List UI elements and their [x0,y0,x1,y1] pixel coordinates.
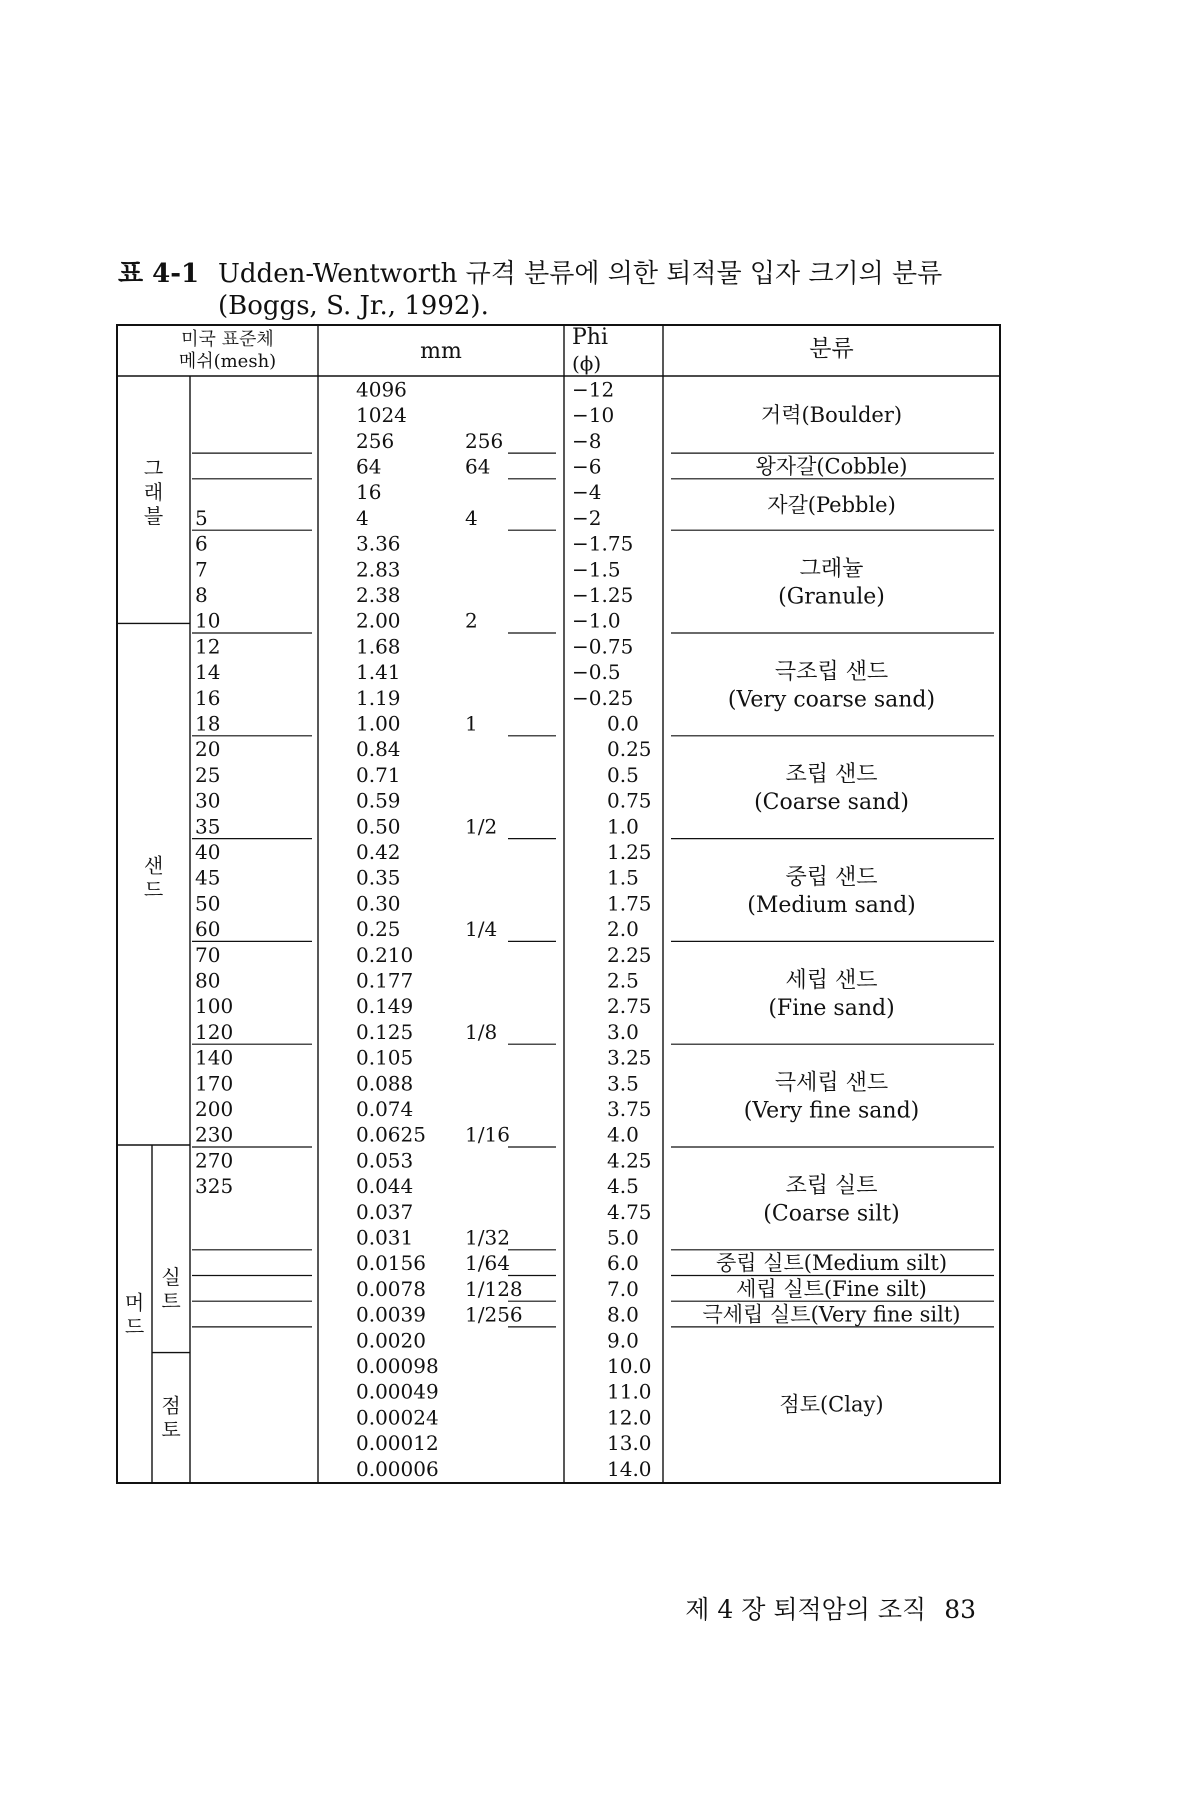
mesh-value: 270 [195,1148,234,1173]
phi-value: 0.5 [607,762,639,787]
phi-value: 2.25 [607,942,652,967]
mm-fraction: 1/2 [465,814,498,839]
mm-value: 0.0039 [356,1302,426,1327]
subgroup-label-1: 토 [161,1417,181,1442]
page-number: 83 [944,1595,976,1624]
header-mesh: 미국 표준체 [181,329,274,350]
subgroup-label-0: 실 [161,1264,181,1289]
phi-value: 14.0 [607,1456,652,1481]
phi-value: 10.0 [607,1353,652,1378]
class-label-9: (Coarse silt) [763,1201,900,1227]
class-label-2: 자갈(Pebble) [767,493,896,517]
class-label-9: 조립 실트 [785,1173,878,1199]
phi-value: 2.0 [607,917,639,942]
class-label-8: 극세립 샌드 [774,1070,889,1096]
mm-value: 0.149 [356,994,414,1019]
phi-value: 0.75 [607,788,652,813]
mesh-value: 325 [195,1174,234,1199]
mm-fraction: 2 [465,608,478,633]
mesh-value: 14 [195,660,221,685]
phi-value: 3.75 [607,1096,652,1121]
class-label-5: (Coarse sand) [754,790,909,816]
class-label-12: 극세립 실트(Very fine silt) [702,1302,961,1327]
mesh-value: 80 [195,968,221,993]
class-label-0: 거력(Boulder) [760,403,903,428]
mesh-value: 45 [195,865,221,890]
mm-value: 1.00 [356,711,401,736]
phi-value: 0.25 [607,737,652,762]
mm-value: 0.0078 [356,1276,426,1301]
class-label-5: 조립 샌드 [785,762,878,788]
phi-value: −12 [572,377,615,402]
mesh-value: 7 [195,557,208,582]
mm-value: 1.19 [356,685,401,710]
mm-value: 4096 [356,377,407,402]
group-label-2: 머 [124,1290,145,1315]
mesh-value: 8 [195,582,208,607]
mm-value: 0.00024 [356,1405,439,1430]
group-label-0: 그 [143,456,164,481]
phi-value: −0.5 [572,660,621,685]
class-label-10: 중립 실트(Medium silt) [715,1251,948,1276]
table-title: Udden-Wentworth 규격 분류에 의한 퇴적물 입자 크기의 분류 [218,259,943,289]
mm-fraction: 1/4 [465,917,498,942]
mm-fraction: 1/32 [465,1225,510,1250]
mm-value: 0.71 [356,762,401,787]
class-label-7: 세립 샌드 [785,967,878,993]
mesh-value: 12 [195,634,221,659]
mm-value: 1.68 [356,634,401,659]
phi-value: 1.0 [607,814,639,839]
phi-value: 0.0 [607,711,639,736]
phi-value: 3.5 [607,1071,639,1096]
mesh-value: 30 [195,788,221,813]
mm-value: 256 [356,428,395,453]
header-phi: Phi [572,325,609,350]
group-label-1: 샌 [143,853,164,878]
mesh-value: 6 [195,531,208,556]
header-mesh-unit: 메쉬(mesh) [178,351,277,372]
phi-value: −8 [572,428,602,453]
phi-value: 1.25 [607,839,652,864]
mm-value: 0.0156 [356,1251,426,1276]
class-label-3: 그래뉼 [799,556,864,582]
mm-value: 0.074 [356,1096,414,1121]
mesh-value: 170 [195,1071,234,1096]
phi-value: −0.75 [572,634,634,659]
mm-value: 4 [356,505,369,530]
mm-value: 0.00049 [356,1379,439,1404]
header-class: 분류 [809,336,854,362]
mm-value: 2.38 [356,582,401,607]
mesh-value: 50 [195,891,221,916]
mm-fraction: 1/64 [465,1251,510,1276]
mm-value: 0.177 [356,968,414,993]
phi-value: −6 [572,454,602,479]
chapter-title: 제 4 장 퇴적암의 조직 [685,1595,927,1624]
phi-value: 4.25 [607,1148,652,1173]
mesh-value: 70 [195,942,221,967]
mm-value: 0.105 [356,1045,414,1070]
mm-value: 0.00012 [356,1431,439,1456]
class-label-11: 세립 실트(Fine silt) [736,1276,927,1301]
subgroup-label-1: 점 [161,1393,181,1418]
mm-value: 0.0625 [356,1122,426,1147]
mm-value: 1.41 [356,660,401,685]
mm-value: 0.0020 [356,1328,426,1353]
phi-value: −1.0 [572,608,621,633]
mesh-value: 18 [195,711,221,736]
mesh-value: 5 [195,505,208,530]
mm-value: 0.00098 [356,1353,439,1378]
mm-value: 0.210 [356,942,414,967]
phi-value: −1.75 [572,531,634,556]
phi-value: −1.25 [572,582,634,607]
phi-value: 4.75 [607,1199,652,1224]
mesh-value: 200 [195,1096,234,1121]
mm-value: 2.83 [356,557,401,582]
group-label-0: 래 [143,480,164,505]
mm-value: 0.053 [356,1148,414,1173]
mm-value: 1024 [356,403,407,428]
mm-fraction: 1/128 [465,1276,523,1301]
phi-value: 6.0 [607,1251,639,1276]
phi-value: −10 [572,403,615,428]
class-label-4: 극조립 샌드 [774,659,889,685]
mm-value: 0.125 [356,1019,414,1044]
mm-fraction: 1/256 [465,1302,523,1327]
mesh-value: 40 [195,839,221,864]
group-label-1: 드 [143,877,164,902]
header-phi-symbol: (ϕ) [572,351,602,376]
mesh-value: 16 [195,685,221,710]
phi-value: 13.0 [607,1431,652,1456]
table-citation: (Boggs, S. Jr., 1992). [218,291,489,321]
phi-value: −4 [572,480,602,505]
phi-value: −0.25 [572,685,634,710]
mm-value: 0.59 [356,788,401,813]
mm-value: 64 [356,454,382,479]
mm-value: 0.044 [356,1174,414,1199]
mesh-value: 120 [195,1019,234,1044]
subgroup-label-0: 트 [161,1288,181,1313]
mm-value: 16 [356,480,382,505]
table-label: 표 4-1 [118,259,200,289]
mm-value: 0.84 [356,737,401,762]
mm-value: 0.088 [356,1071,414,1096]
mesh-value: 25 [195,762,221,787]
mm-value: 0.00006 [356,1456,439,1481]
group-label-0: 블 [143,504,164,529]
mm-value: 0.42 [356,839,401,864]
class-label-3: (Granule) [778,584,885,610]
phi-value: 3.0 [607,1019,639,1044]
phi-value: −1.5 [572,557,621,582]
mm-value: 0.037 [356,1199,414,1224]
page-footer [667,1590,976,1626]
mm-value: 0.25 [356,917,401,942]
mm-value: 0.35 [356,865,401,890]
mesh-value: 140 [195,1045,234,1070]
phi-value: 5.0 [607,1225,639,1250]
mesh-value: 60 [195,917,221,942]
mm-fraction: 1 [465,711,478,736]
class-label-6: 중립 샌드 [785,865,878,890]
mm-value: 0.50 [356,814,401,839]
mm-value: 0.30 [356,891,401,916]
phi-value: 7.0 [607,1276,639,1301]
phi-value: 8.0 [607,1302,639,1327]
phi-value: 4.0 [607,1122,639,1147]
class-label-6: (Medium sand) [747,893,916,918]
mesh-value: 230 [195,1122,234,1147]
phi-value: 4.5 [607,1174,639,1199]
mm-value: 0.031 [356,1225,414,1250]
mm-fraction: 256 [465,428,504,453]
phi-value: 2.5 [607,968,639,993]
class-label-4: (Very coarse sand) [727,687,936,713]
phi-value: 1.75 [607,891,652,916]
phi-value: 9.0 [607,1328,639,1353]
mesh-value: 35 [195,814,221,839]
class-label-13: 점토(Clay) [779,1392,884,1417]
class-label-8: (Very fine sand) [743,1098,920,1124]
class-label-1: 왕자갈(Cobble) [755,454,908,479]
mesh-value: 20 [195,737,221,762]
mm-fraction: 1/16 [465,1122,510,1147]
phi-value: 12.0 [607,1405,652,1430]
mm-value: 2.00 [356,608,401,633]
phi-value: 1.5 [607,865,639,890]
mm-fraction: 4 [465,505,478,530]
mm-value: 3.36 [356,531,401,556]
mm-fraction: 64 [465,454,491,479]
group-label-2: 드 [124,1314,145,1339]
mm-fraction: 1/8 [465,1019,498,1044]
mesh-value: 100 [195,994,234,1019]
class-label-7: (Fine sand) [768,995,895,1021]
phi-value: 11.0 [607,1379,652,1404]
phi-value: 2.75 [607,994,652,1019]
phi-value: 3.25 [607,1045,652,1070]
mesh-value: 10 [195,608,221,633]
header-mm: mm [420,339,462,364]
phi-value: −2 [572,505,602,530]
